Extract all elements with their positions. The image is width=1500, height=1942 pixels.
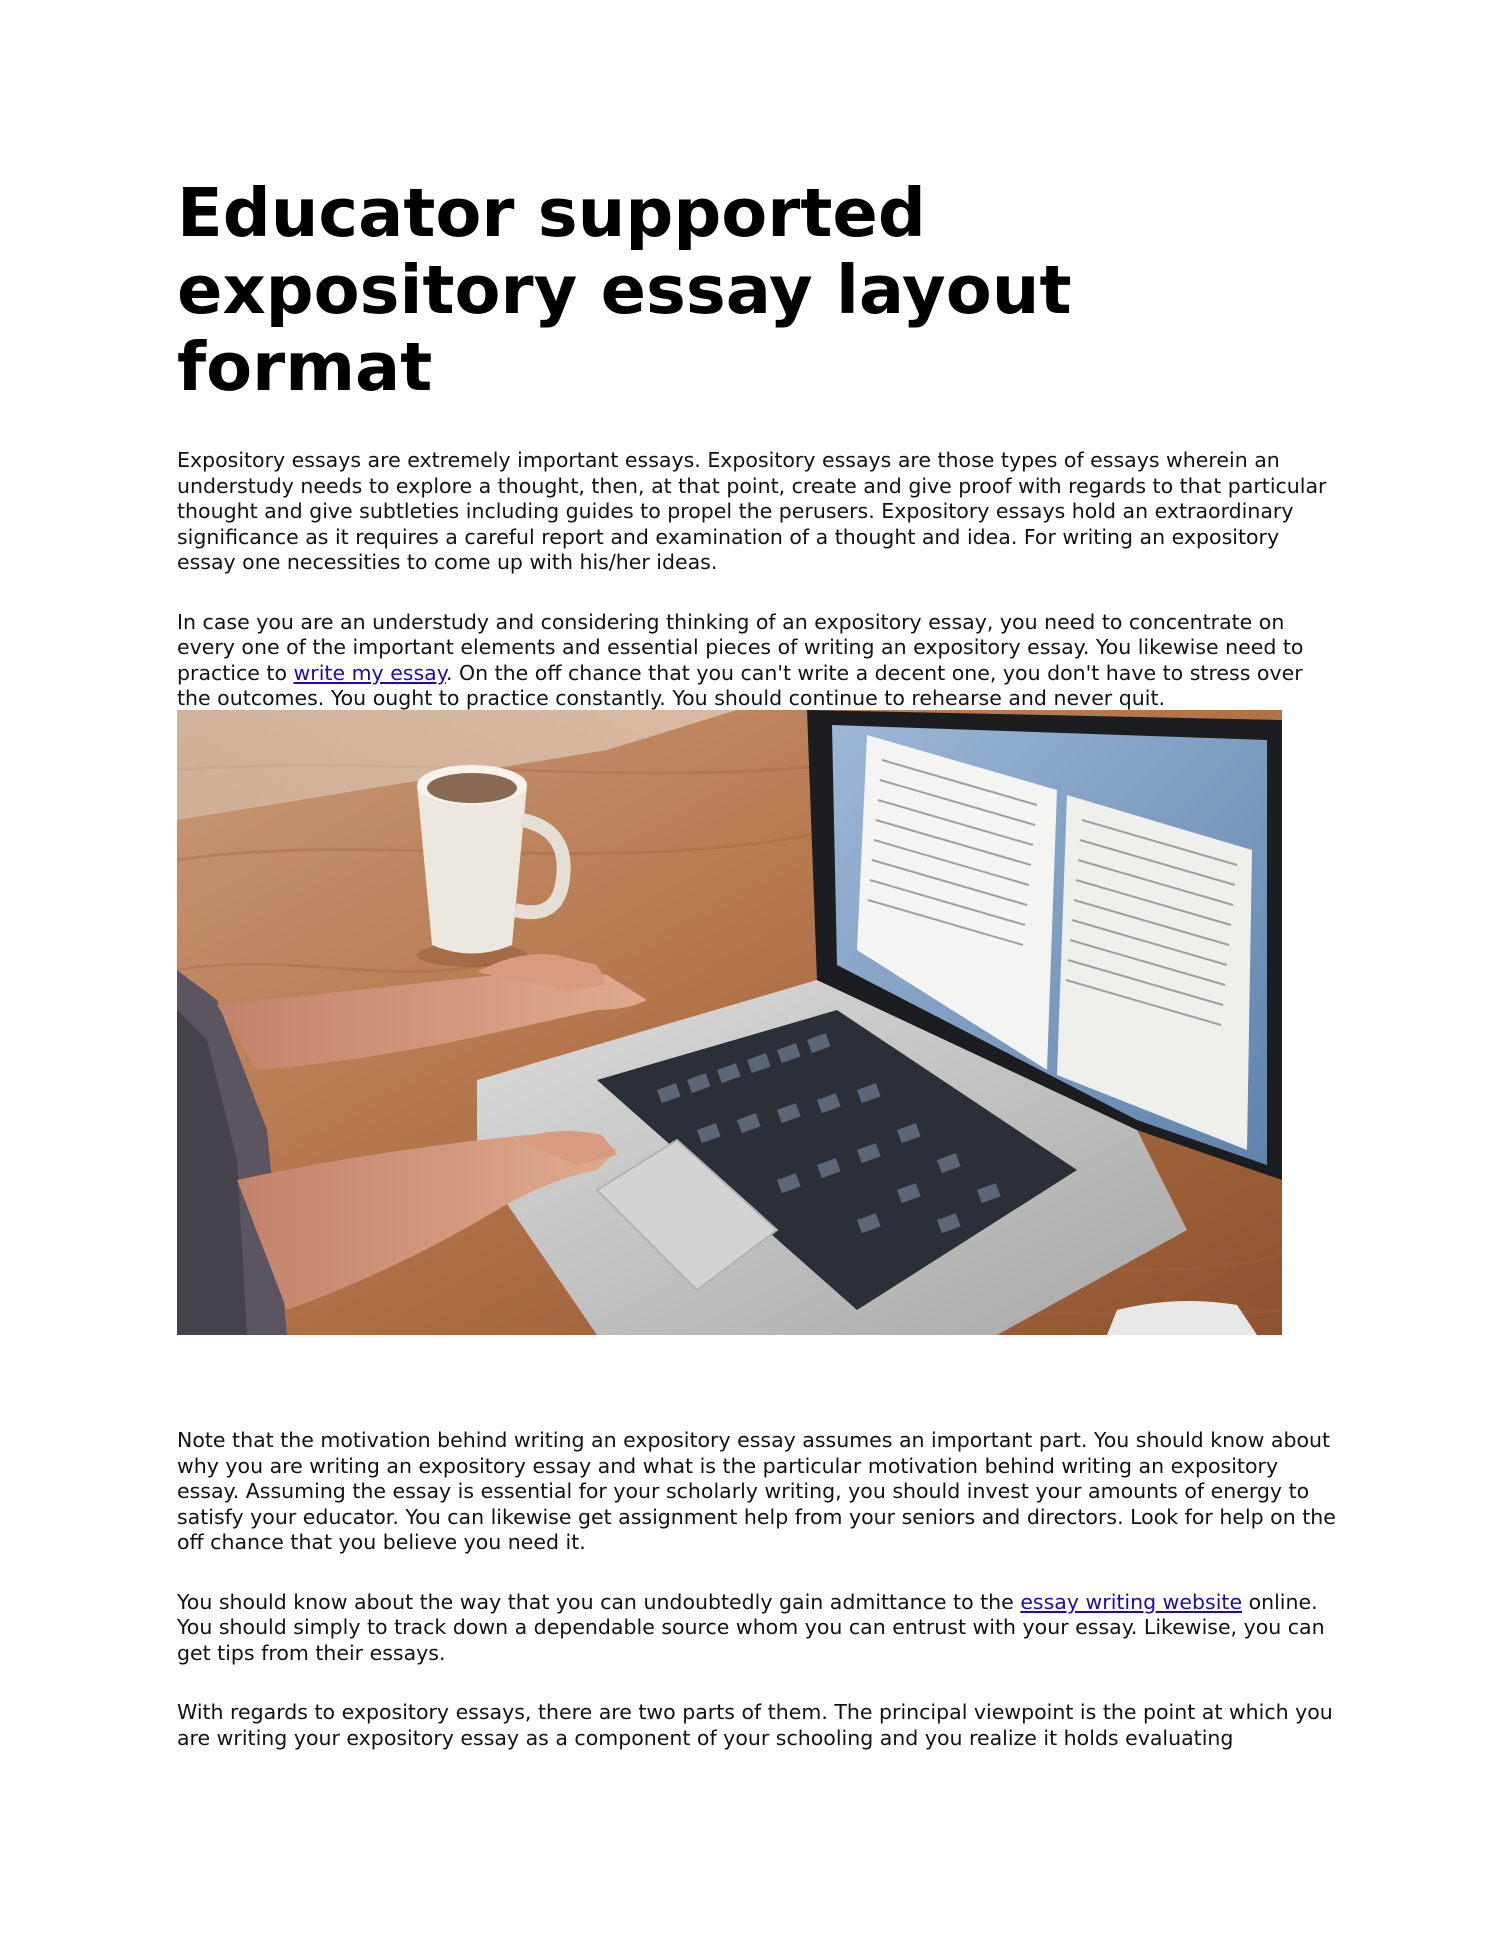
essay-writing-website-link[interactable]: essay writing website — [1020, 1589, 1243, 1614]
paragraph-website-text-after: online. You should simply to track down a dependable source whom you can entrust with your essay. Likewise, you can get tips from their essays. — [177, 1589, 1325, 1665]
paragraph-intro: Expository essays are extremely important essays. Expository essays are those types of essays wherein an understudy needs to explore a thought, then, at that point, create and give proof with regards to that particular thought and give subtleties including guides to propel the perusers. Expository essays hold an extraordinary significance as it requires a careful report and examination of a thought and idea. For writing an expository essay one necessities to come up with his/her ideas. — [177, 448, 1327, 574]
paragraph-practice-text-after: . On the off chance that you can't write a decent one, you don't have to stress over the outcomes. You ought to practice constantly. You should continue to rehearse and never quit. — [177, 660, 1303, 710]
paragraph-two-parts: With regards to expository essays, there are two parts of them. The principal viewpoint is the point at which you are writing your expository essay as a component of your schooling and you realize it holds evaluating — [177, 1700, 1333, 1750]
write-my-essay-link[interactable]: write my essay — [293, 660, 446, 685]
paragraph-practice-text-before: In case you are an understudy and considering thinking of an expository essay, you need to concentrate on every one of the important elements and essential pieces of writing an expository essay. You likewise need to practice to — [177, 609, 1304, 685]
laptop-photo — [177, 710, 1282, 1335]
paragraph-website — [177, 1590, 1337, 1667]
paragraph-motivation: Note that the motivation behind writing an expository essay assumes an important part. You should know about why you are writing an expository essay and what is the particular motivation behind writing an expository essay. Assuming the essay is essential for your scholarly writing, you should invest your amounts of energy to satisfy your educator. You can likewise get assignment help from your seniors and directors. Look for help on the off chance that you believe you need it. — [177, 1428, 1336, 1554]
document-top-section — [177, 175, 1337, 712]
document-title: Educator supported expository essay layout format — [177, 174, 1072, 406]
document-lower-section — [177, 1428, 1337, 1751]
paragraph-practice — [177, 610, 1337, 712]
paragraph-website-text-before: You should know about the way that you can undoubtedly gain admittance to the — [177, 1589, 1021, 1614]
